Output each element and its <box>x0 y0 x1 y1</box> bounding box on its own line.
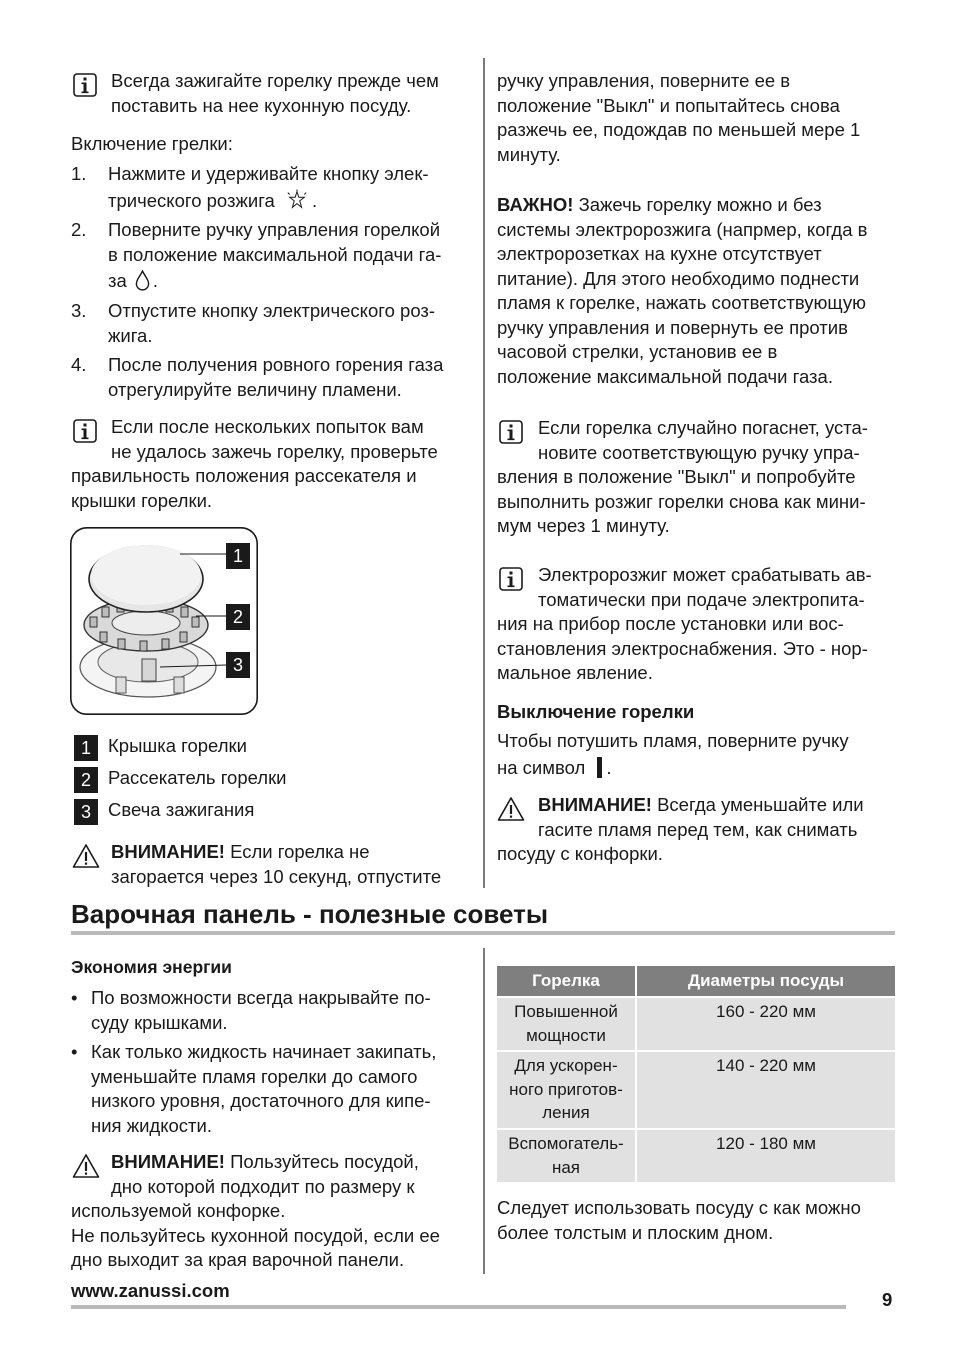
callout-1: 1 <box>226 543 250 569</box>
table-row <box>497 1129 895 1182</box>
text-line: Зажечь горелку можно и без <box>573 194 822 215</box>
bullet-marker: • <box>71 987 78 1008</box>
legend-label: Рассекатель горелки <box>108 767 287 788</box>
cell-line: ная <box>551 1157 581 1177</box>
cookware-advice <box>497 1196 861 1245</box>
legend-number: 1 <box>74 735 98 761</box>
column-divider <box>483 948 485 1274</box>
step-number: 3. <box>71 300 87 321</box>
ignition-heading: Включение грелки: <box>71 133 233 154</box>
note-line: крышки горелки. <box>71 489 213 511</box>
info-icon <box>499 420 523 444</box>
text-line: электророзетках на кухне отсутствует <box>497 243 822 264</box>
callout-2: 2 <box>226 604 250 630</box>
legend-label: Крышка горелки <box>108 735 247 756</box>
legend-number: 2 <box>74 767 98 793</box>
note-line: Если после нескольких попыток вам <box>111 416 424 437</box>
step-line: После получения ровного горения газа <box>108 354 444 375</box>
step-line: жига. <box>108 324 153 346</box>
callout-3: 3 <box>226 652 250 678</box>
text-line: Чтобы потушить пламя, поверните ручку <box>497 730 849 751</box>
step-text <box>108 299 435 348</box>
note-line: Если горелка случайно погаснет, уста- <box>538 417 868 438</box>
bullet-marker: • <box>71 1041 78 1062</box>
step-suffix: . <box>152 270 159 291</box>
burner-cell <box>497 997 636 1051</box>
warning-text: загорается через 10 секунд, отпустите <box>111 865 442 887</box>
cookware-diameter-table <box>497 966 895 1182</box>
note-check-spreader-cont <box>71 464 417 513</box>
note-light-before-cookware <box>111 69 439 118</box>
warning-icon <box>72 843 100 869</box>
spark-icon <box>286 189 308 211</box>
warning-icon <box>72 1153 100 1179</box>
note-line: ния на прибор после установки или вос- <box>497 613 844 634</box>
note-burner-goes-out <box>538 416 868 465</box>
page-number: 9 <box>882 1289 893 1310</box>
note-check-spreader <box>111 415 438 464</box>
note-auto-ignition <box>538 563 872 612</box>
turn-off-text <box>497 729 849 780</box>
cell-line: Для ускорен- <box>514 1056 618 1075</box>
warning-text: используемой конфорке. <box>71 1200 286 1221</box>
footer-url: www.zanussi.com <box>71 1280 230 1301</box>
note-line: мальное явление. <box>497 662 653 683</box>
warning-reduce-flame-cont: посуду с конфорки. <box>497 843 663 864</box>
bullet-line: суду крышками. <box>91 1011 228 1033</box>
note-line: не удалось зажечь горелку, проверьте <box>111 440 438 462</box>
important-label: ВАЖНО! <box>497 194 574 215</box>
step-line: в положение максимальной подачи га- <box>108 243 442 265</box>
burner-cell <box>497 1129 636 1182</box>
bullet-item <box>91 1040 436 1138</box>
text-line: положение максимальной подачи газа. <box>497 365 833 387</box>
warning-10-seconds <box>111 840 441 889</box>
note-burner-goes-out-cont <box>497 465 866 539</box>
note-line: поставить на нее кухонную посуду. <box>111 94 412 116</box>
warning-text: дно которой подходит по размеру к <box>111 1175 415 1197</box>
warning-cookware-size <box>111 1150 419 1199</box>
note-line: правильность положения рассекателя и <box>71 465 417 486</box>
bullet-item <box>91 986 431 1035</box>
step-number: 2. <box>71 219 87 240</box>
note-auto-ignition-cont <box>497 612 868 686</box>
step-line: за <box>108 270 127 291</box>
warning-text: Пользуйтесь посудой, <box>224 1151 419 1172</box>
warning-label: ВНИМАНИЕ! <box>111 1151 225 1172</box>
warning-text: Всегда уменьшайте или <box>651 794 864 815</box>
text-line: положение "Выкл" и попытайтесь снова <box>497 94 840 116</box>
text-suffix: . <box>606 756 612 778</box>
turn-off-heading: Выключение горелки <box>497 701 695 722</box>
off-symbol-icon <box>597 757 602 778</box>
diameter-cell: 140 - 220 мм <box>636 1051 895 1129</box>
note-line: Электророзжиг может срабатывать ав- <box>538 564 872 585</box>
text-line: минуту. <box>497 143 561 165</box>
table-header-row <box>497 966 895 997</box>
text-line: более толстым и плоским дном. <box>497 1221 774 1243</box>
warning-text: дно выходит за края варочной панели. <box>71 1249 405 1270</box>
header-burner: Горелка <box>497 966 636 997</box>
step-line: трического розжига <box>108 189 275 211</box>
text-line: ручку управления и повернуть ее против <box>497 316 848 338</box>
info-icon <box>499 567 523 591</box>
step-text <box>108 353 443 402</box>
column-divider <box>483 58 485 888</box>
diameter-cell: 160 - 220 мм <box>636 997 895 1051</box>
step-line: Отпустите кнопку электрического роз- <box>108 300 436 321</box>
continued-text <box>497 69 860 167</box>
text-line: Следует использовать посуду с как можно <box>497 1197 861 1218</box>
header-diameter: Диаметры посуды <box>636 966 895 997</box>
cell-line: мощности <box>526 1025 606 1045</box>
section-title: Варочная панель - полезные советы <box>71 899 549 929</box>
text-line: на символ <box>497 756 586 778</box>
table-row <box>497 997 895 1051</box>
table-row <box>497 1051 895 1129</box>
legend-label: Свеча зажигания <box>108 799 255 820</box>
cell-line: Вспомогатель- <box>508 1134 624 1153</box>
section-title-rule <box>71 931 895 935</box>
bullet-line: По возможности всегда накрывайте по- <box>91 987 431 1008</box>
text-line: часовой стрелки, установив ее в <box>497 341 778 362</box>
text-line: ручку управления, поверните ее в <box>497 70 791 91</box>
important-note <box>497 193 867 389</box>
step-line: отрегулируйте величину пламени. <box>108 378 402 400</box>
step-number: 1. <box>71 163 87 184</box>
cell-line: Повышенной <box>514 1002 618 1021</box>
diameter-cell: 120 - 180 мм <box>636 1129 895 1182</box>
bullet-line: низкого уровня, достаточного для кипе- <box>91 1090 431 1111</box>
legend-number: 3 <box>74 799 98 825</box>
note-line: мум через 1 минуту. <box>497 515 670 536</box>
cell-line: ного приготов- <box>509 1079 623 1099</box>
step-line: Нажмите и удерживайте кнопку элек- <box>108 163 429 184</box>
warning-text: Не пользуйтесь кухонной посудой, если ее <box>71 1224 440 1246</box>
text-line: пламя к горелке, нажать соответствующую <box>497 292 866 313</box>
cell-line: ления <box>542 1103 590 1122</box>
note-line: вления в положение "Выкл" и попробуйте <box>497 466 856 487</box>
note-line: новите соответствующую ручку упра- <box>538 441 860 463</box>
text-line: системы электророзжига (напрмер, когда в <box>497 218 868 240</box>
warning-label: ВНИМАНИЕ! <box>538 794 652 815</box>
bullet-line: Как только жидкость начинает закипать, <box>91 1041 437 1062</box>
step-suffix: . <box>311 189 318 211</box>
energy-heading: Экономия энергии <box>71 957 232 977</box>
info-icon <box>73 73 97 97</box>
warning-icon <box>497 796 525 822</box>
note-line: выполнить розжиг горелки снова как мини- <box>497 490 866 512</box>
warning-reduce-flame <box>538 793 864 842</box>
warning-label: ВНИМАНИЕ! <box>111 841 225 862</box>
text-line: разжечь ее, подождав по меньшей мере 1 <box>497 119 861 140</box>
flame-icon <box>135 270 150 291</box>
bullet-line: уменьшайте пламя горелки до самого <box>91 1065 418 1087</box>
note-line: томатически при подаче электропита- <box>538 588 865 610</box>
warning-text: гасите пламя перед тем, как снимать <box>538 818 858 840</box>
burner-diagram <box>70 527 258 715</box>
warning-cookware-size-cont <box>71 1199 440 1273</box>
bullet-line: ния жидкости. <box>91 1114 212 1136</box>
text-line: питание). Для этого необходимо поднести <box>497 267 860 289</box>
burner-cell <box>497 1051 636 1129</box>
step-text <box>108 162 429 213</box>
note-line: Всегда зажигайте горелку прежде чем <box>111 70 439 91</box>
note-line: становления электроснабжения. Это - нор- <box>497 637 868 659</box>
step-number: 4. <box>71 354 87 375</box>
info-icon <box>73 419 97 443</box>
step-text <box>108 218 441 294</box>
footer-rule <box>71 1305 846 1309</box>
step-line: Поверните ручку управления горелкой <box>108 219 441 240</box>
warning-text: Если горелка не <box>224 841 370 862</box>
